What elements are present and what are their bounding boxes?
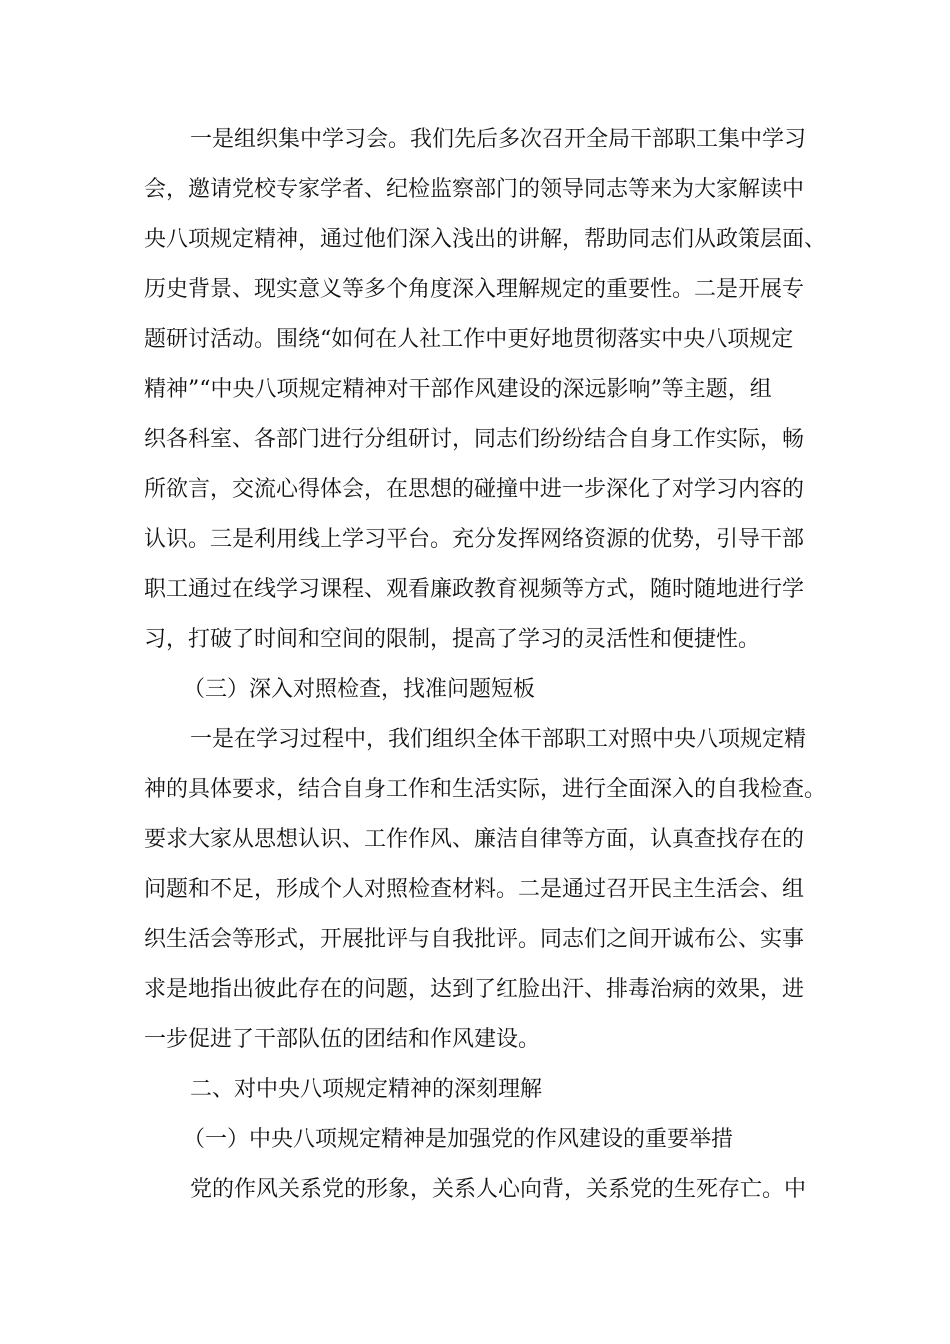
paragraph-line: 会，邀请党校专家学者、纪检监察部门的领导同志等来为大家解读中 — [144, 177, 805, 202]
paragraph-line: 精神”“中央八项规定精神对干部作风建设的深远影响”等主题，组 — [144, 377, 772, 402]
paragraph-line: 求是地指出彼此存在的问题，达到了红脸出汗、排毒治病的效果，进 — [144, 977, 805, 1002]
paragraph-line: 织生活会等形式，开展批评与自我批评。同志们之间开诚布公、实事 — [144, 927, 805, 952]
paragraph-line: 一是组织集中学习会。我们先后多次召开全局干部职工集中学习 — [190, 127, 807, 152]
paragraph-line: 织各科室、各部门进行分组研讨，同志们纷纷结合自身工作实际，畅 — [144, 427, 805, 452]
paragraph-line: 历史背景、现实意义等多个角度深入理解规定的重要性。二是开展专 — [144, 277, 805, 302]
paragraph-line: 认识。三是利用线上学习平台。充分发挥网络资源的优势，引导干部 — [144, 527, 805, 552]
paragraph-line: 职工通过在线学习课程、观看廉政教育视频等方式，随时随地进行学 — [144, 577, 805, 602]
section-heading-understanding: 二、对中央八项规定精神的深刻理解 — [190, 1077, 543, 1102]
paragraph-line: 党的作风关系党的形象，关系人心向背，关系党的生死存亡。中 — [190, 1177, 807, 1202]
paragraph-line: 一是在学习过程中，我们组织全体干部职工对照中央八项规定精 — [190, 727, 807, 752]
paragraph-line: 题研讨活动。围绕“如何在人社工作中更好地贯彻落实中央八项规定 — [144, 327, 794, 352]
paragraph-line: 神的具体要求，结合自身工作和生活实际，进行全面深入的自我检查。 — [144, 777, 827, 802]
paragraph-line: 习，打破了时间和空间的限制，提高了学习的灵活性和便捷性。 — [144, 627, 761, 652]
subheading-important-measure: （一）中央八项规定精神是加强党的作风建设的重要举措 — [183, 1127, 734, 1152]
paragraph-line: 所欲言，交流心得体会，在思想的碰撞中进一步深化了对学习内容的 — [144, 477, 805, 502]
paragraph-line: 一步促进了干部队伍的团结和作风建设。 — [144, 1027, 541, 1052]
paragraph-line: 要求大家从思想认识、工作作风、廉洁自律等方面，认真查找存在的 — [144, 827, 805, 852]
paragraph-line: 央八项规定精神，通过他们深入浅出的讲解，帮助同志们从政策层面、 — [144, 227, 827, 252]
paragraph-line: 问题和不足，形成个人对照检查材料。二是通过召开民主生活会、组 — [144, 877, 805, 902]
subheading-deep-check: （三）深入对照检查，找准问题短板 — [183, 677, 536, 702]
